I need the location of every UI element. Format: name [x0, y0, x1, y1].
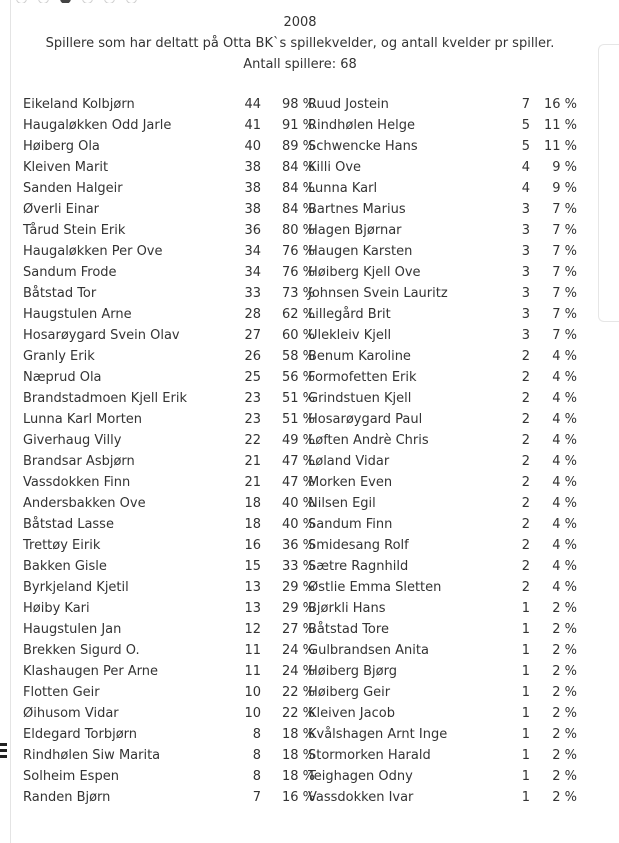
player-count: 1: [521, 685, 530, 700]
player-name: Stormorken Harald: [308, 748, 431, 763]
player-count: 33: [244, 286, 261, 301]
player-count: 1: [521, 790, 530, 805]
player-name: Kleiven Jacob: [308, 706, 395, 721]
player-count: 2: [521, 370, 530, 385]
player-count: 8: [252, 769, 261, 784]
player-count: 26: [244, 349, 261, 364]
player-count: 22: [244, 433, 261, 448]
player-count: 1: [521, 664, 530, 679]
player-name: Haugstulen Arne: [23, 307, 132, 322]
player-count: 1: [521, 706, 530, 721]
player-percent: 91 %: [281, 118, 315, 133]
player-percent: 2 %: [552, 685, 577, 700]
player-count: 4: [521, 160, 530, 175]
player-count: 38: [244, 202, 261, 217]
player-percent: 4 %: [552, 559, 577, 574]
player-name: Vassdokken Finn: [23, 475, 131, 490]
player-percent: 80 %: [281, 223, 315, 238]
player-name: Trettøy Eirik: [23, 538, 101, 553]
player-count: 2: [521, 517, 530, 532]
player-name: Næprud Ola: [23, 370, 102, 385]
player-count: 21: [244, 454, 261, 469]
player-name: Lunna Karl: [308, 181, 378, 196]
player-percent: 4 %: [552, 433, 577, 448]
player-percent: 2 %: [552, 643, 577, 658]
player-percent: 7 %: [552, 223, 577, 238]
player-name: Smidesang Rolf: [308, 538, 409, 553]
player-percent: 51 %: [281, 412, 315, 427]
player-name: Haugaløkken Per Ove: [23, 244, 163, 259]
player-count: 41: [244, 118, 261, 133]
player-percent: 4 %: [552, 412, 577, 427]
player-name: Sandum Frode: [23, 265, 117, 280]
player-name: Bartnes Marius: [308, 202, 406, 217]
player-count: 5: [521, 118, 530, 133]
cropped-logo: [16, 0, 156, 3]
player-name: Randen Bjørn: [23, 790, 111, 805]
player-name: Båtstad Lasse: [23, 517, 114, 532]
player-name: Sætre Ragnhild: [308, 559, 409, 574]
player-percent: 2 %: [552, 769, 577, 784]
player-count: 15: [244, 559, 261, 574]
player-count: 18: [244, 496, 261, 511]
player-percent: 7 %: [552, 328, 577, 343]
player-count: 12: [244, 622, 261, 637]
player-name: Killi Ove: [308, 160, 362, 175]
player-name: Ruud Jostein: [308, 97, 389, 112]
player-percent: 84 %: [281, 181, 315, 196]
page-left-border: [10, 0, 11, 843]
player-count: 2: [521, 538, 530, 553]
player-name: Brandsar Asbjørn: [23, 454, 135, 469]
player-name: Kleiven Marit: [23, 160, 109, 175]
player-count: 1: [521, 622, 530, 637]
player-name: Rindhølen Helge: [308, 118, 415, 133]
player-percent: 4 %: [552, 370, 577, 385]
player-count: 13: [244, 601, 261, 616]
player-percent: 27 %: [281, 622, 315, 637]
player-count: 3: [521, 286, 530, 301]
player-count: 10: [244, 685, 261, 700]
player-percent: 22 %: [281, 685, 315, 700]
player-name: Solheim Espen: [23, 769, 119, 784]
player-count: 3: [521, 223, 530, 238]
player-name: Hosarøygard Svein Olav: [23, 328, 180, 343]
player-count: 3: [521, 265, 530, 280]
player-count: 44: [244, 97, 261, 112]
player-count: 38: [244, 160, 261, 175]
player-count: 18: [244, 517, 261, 532]
player-name: Øverli Einar: [23, 202, 100, 217]
player-count: 34: [244, 244, 261, 259]
player-count: 28: [244, 307, 261, 322]
player-percent: 29 %: [281, 601, 315, 616]
player-percent: 16 %: [543, 97, 577, 112]
player-name: Løften Andrè Chris: [308, 433, 429, 448]
player-percent: 7 %: [552, 244, 577, 259]
player-count: 23: [244, 412, 261, 427]
player-name: Høiberg Kjell Ove: [308, 265, 421, 280]
player-count: 2: [521, 391, 530, 406]
player-name: Kvålshagen Arnt Inge: [308, 727, 448, 742]
player-name: Øihusom Vidar: [23, 706, 119, 721]
player-name: Hosarøygard Paul: [308, 412, 423, 427]
player-count: 11: [244, 643, 261, 658]
player-name: Johnsen Svein Lauritz: [308, 286, 448, 301]
player-count: 4: [521, 181, 530, 196]
player-name: Granly Erik: [23, 349, 95, 364]
player-percent: 62 %: [281, 307, 315, 322]
player-percent: 49 %: [281, 433, 315, 448]
player-name: Morken Even: [308, 475, 393, 490]
player-count: 27: [244, 328, 261, 343]
player-count: 21: [244, 475, 261, 490]
player-count: 7: [521, 97, 530, 112]
player-percent: 58 %: [281, 349, 315, 364]
player-name: Østlie Emma Sletten: [308, 580, 442, 595]
player-name: Klashaugen Per Arne: [23, 664, 159, 679]
player-percent: 60 %: [281, 328, 315, 343]
player-name: Lillegård Brit: [308, 307, 391, 322]
player-percent: 7 %: [552, 286, 577, 301]
header-year: 2008: [283, 15, 317, 30]
player-count: 38: [244, 181, 261, 196]
player-percent: 4 %: [552, 496, 577, 511]
player-percent: 18 %: [281, 769, 315, 784]
player-name: Brandstadmoen Kjell Erik: [23, 391, 187, 406]
player-percent: 98 %: [281, 97, 315, 112]
player-percent: 4 %: [552, 454, 577, 469]
player-percent: 89 %: [281, 139, 315, 154]
player-percent: 4 %: [552, 580, 577, 595]
player-name: Eikeland Kolbjørn: [23, 97, 135, 112]
player-percent: 2 %: [552, 622, 577, 637]
player-percent: 24 %: [281, 643, 315, 658]
side-panel-edge: [598, 44, 619, 322]
player-count: 5: [521, 139, 530, 154]
player-name: Haugstulen Jan: [23, 622, 122, 637]
player-percent: 33 %: [281, 559, 315, 574]
player-percent: 84 %: [281, 160, 315, 175]
player-count: 34: [244, 265, 261, 280]
player-name: Høiberg Bjørg: [308, 664, 397, 679]
player-percent: 2 %: [552, 706, 577, 721]
player-percent: 11 %: [543, 118, 577, 133]
player-name: Grindstuen Kjell: [308, 391, 412, 406]
player-count: 3: [521, 307, 530, 322]
player-name: Andersbakken Ove: [23, 496, 146, 511]
player-count: 11: [244, 664, 261, 679]
player-name: Schwencke Hans: [308, 139, 418, 154]
player-percent: 9 %: [552, 160, 577, 175]
player-percent: 29 %: [281, 580, 315, 595]
player-percent: 18 %: [281, 727, 315, 742]
page-header: [0, 12, 600, 75]
player-name: Teighagen Odny: [308, 769, 413, 784]
player-count: 1: [521, 643, 530, 658]
player-percent: 7 %: [552, 307, 577, 322]
player-count: 3: [521, 244, 530, 259]
player-count: 2: [521, 496, 530, 511]
player-name: Båtstad Tore: [308, 622, 389, 637]
player-percent: 2 %: [552, 727, 577, 742]
player-percent: 7 %: [552, 202, 577, 217]
player-name: Høiberg Ola: [23, 139, 100, 154]
player-name: Hagen Bjørnar: [308, 223, 402, 238]
player-percent: 4 %: [552, 538, 577, 553]
player-percent: 73 %: [281, 286, 315, 301]
player-count: 2: [521, 412, 530, 427]
player-percent: 7 %: [552, 265, 577, 280]
player-name: Lunna Karl Morten: [23, 412, 143, 427]
player-percent: 11 %: [543, 139, 577, 154]
player-name: Nilsen Egil: [308, 496, 376, 511]
player-percent: 76 %: [281, 265, 315, 280]
player-percent: 84 %: [281, 202, 315, 217]
player-name: Gulbrandsen Anita: [308, 643, 429, 658]
player-percent: 76 %: [281, 244, 315, 259]
player-name: Eldegard Torbjørn: [23, 727, 137, 742]
player-count: 13: [244, 580, 261, 595]
player-name: Sanden Halgeir: [23, 181, 123, 196]
player-percent: 51 %: [281, 391, 315, 406]
player-percent: 40 %: [281, 496, 315, 511]
player-percent: 22 %: [281, 706, 315, 721]
player-name: Løland Vidar: [308, 454, 390, 469]
player-percent: 16 %: [281, 790, 315, 805]
player-count: 2: [521, 559, 530, 574]
player-percent: 18 %: [281, 748, 315, 763]
player-percent: 40 %: [281, 517, 315, 532]
player-count: 23: [244, 391, 261, 406]
player-name: Høiberg Geir: [308, 685, 391, 700]
player-count: 10: [244, 706, 261, 721]
player-name: Sandum Finn: [308, 517, 393, 532]
player-count: 25: [244, 370, 261, 385]
player-percent: 9 %: [552, 181, 577, 196]
player-name: Formofetten Erik: [308, 370, 417, 385]
player-name: Brekken Sigurd O.: [23, 643, 140, 658]
player-percent: 2 %: [552, 601, 577, 616]
player-name: Båtstad Tor: [23, 286, 97, 301]
player-count: 8: [252, 748, 261, 763]
player-count: 40: [244, 139, 261, 154]
side-menu-icon[interactable]: [0, 743, 8, 761]
player-count: 2: [521, 349, 530, 364]
player-percent: 4 %: [552, 391, 577, 406]
player-name: Haugaløkken Odd Jarle: [23, 118, 172, 133]
header-player-count: Antall spillere: 68: [243, 57, 357, 72]
header-subtitle: Spillere som har deltatt på Otta BK`s spillekvelder, og antall kvelder pr spiller.: [45, 36, 555, 51]
player-name: Vassdokken Ivar: [308, 790, 414, 805]
player-count: 2: [521, 454, 530, 469]
player-count: 1: [521, 727, 530, 742]
player-count: 2: [521, 433, 530, 448]
player-percent: 4 %: [552, 349, 577, 364]
player-name: Bjørkli Hans: [308, 601, 386, 616]
player-percent: 36 %: [281, 538, 315, 553]
player-percent: 47 %: [281, 454, 315, 469]
player-count: 1: [521, 769, 530, 784]
player-percent: 56 %: [281, 370, 315, 385]
player-name: Rindhølen Siw Marita: [23, 748, 161, 763]
player-percent: 2 %: [552, 748, 577, 763]
player-count: 2: [521, 475, 530, 490]
player-percent: 2 %: [552, 664, 577, 679]
player-percent: 24 %: [281, 664, 315, 679]
player-name: Tårud Stein Erik: [23, 223, 126, 238]
player-percent: 2 %: [552, 790, 577, 805]
player-count: 8: [252, 727, 261, 742]
player-name: Giverhaug Villy: [23, 433, 122, 448]
player-name: Haugen Karsten: [308, 244, 413, 259]
player-count: 1: [521, 601, 530, 616]
player-percent: 47 %: [281, 475, 315, 490]
player-count: 2: [521, 580, 530, 595]
player-count: 16: [244, 538, 261, 553]
player-name: Høiby Kari: [23, 601, 90, 616]
player-name: Ulekleiv Kjell: [308, 328, 392, 343]
player-name: Bakken Gisle: [23, 559, 107, 574]
player-count: 3: [521, 328, 530, 343]
player-count: 1: [521, 748, 530, 763]
player-count: 3: [521, 202, 530, 217]
player-count: 36: [244, 223, 261, 238]
player-name: Byrkjeland Kjetil: [23, 580, 129, 595]
player-count: 7: [252, 790, 261, 805]
player-percent: 4 %: [552, 517, 577, 532]
player-percent: 4 %: [552, 475, 577, 490]
player-name: Benum Karoline: [308, 349, 411, 364]
player-name: Flotten Geir: [23, 685, 100, 700]
